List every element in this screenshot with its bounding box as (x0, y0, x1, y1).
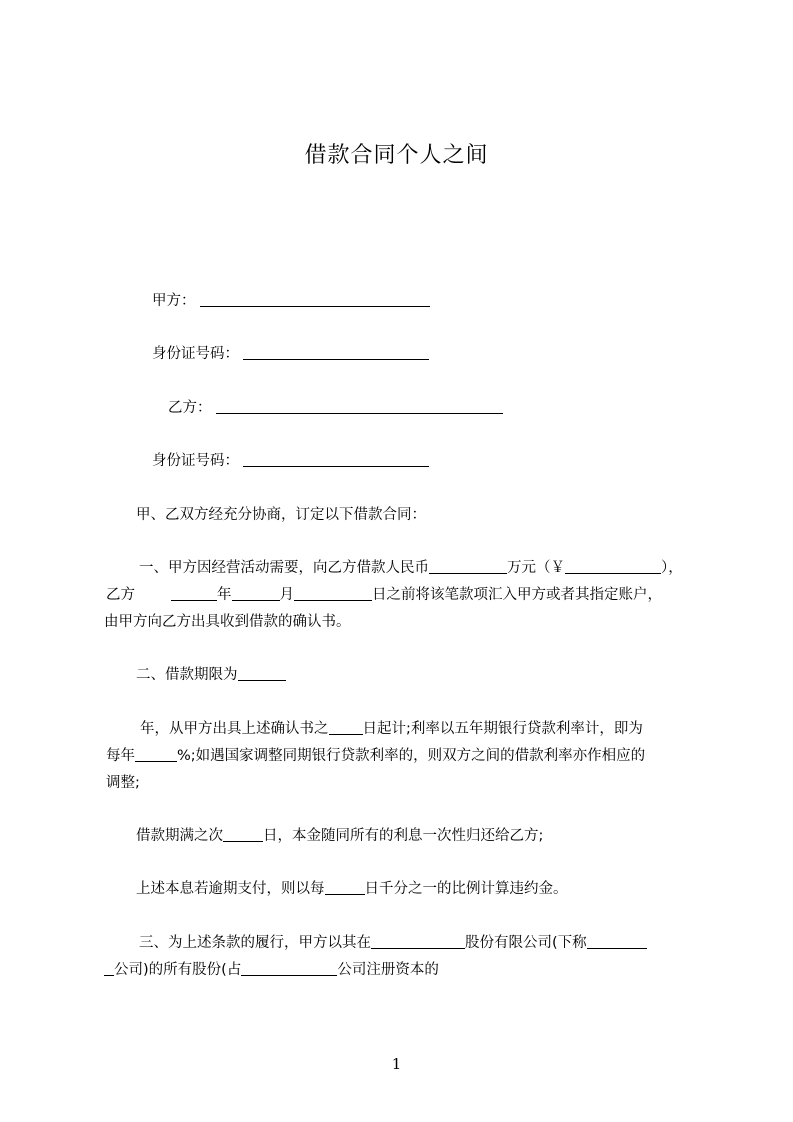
clause2-start-blank (329, 719, 363, 735)
clause1-text-d: 日之前将该笔款项汇入甲方或者其指定账户， (372, 587, 662, 603)
clause3-shortname-blank-cont (104, 960, 114, 976)
party-b-blank (216, 398, 503, 414)
intro-paragraph: 甲、乙双方经充分协商，订定以下借款合同： (136, 507, 426, 523)
party-a-id-label: 身份证号码： (152, 346, 239, 362)
clause1-amount-figure-blank (565, 558, 661, 574)
clause1-day-blank (294, 585, 372, 601)
clause1-text-c: ）， (661, 560, 683, 576)
clause2-due-text-b: 日，本金随同所有的利息一次性归还给乙方; (263, 828, 544, 844)
clause1-month-blank (232, 585, 280, 601)
party-a-id-blank (243, 344, 429, 360)
clause3-shortname-blank (587, 933, 647, 949)
clause2-text-b: 日起计;利率以五年期银行贷款利率计，即为 (362, 721, 643, 737)
clause3-text-a: 三、为上述条款的履行，甲方以其在 (139, 935, 371, 951)
party-a-blank (200, 291, 430, 307)
clause2-late-text-b: 日千分之一的比例计算违约金。 (364, 881, 568, 897)
party-b-id-label: 身份证号码： (152, 453, 239, 469)
clause2-text-d: %;如遇国家调整同期银行贷款利率的，则双方之间的借款利率亦作相应的 (177, 748, 646, 764)
clause3-company-blank (371, 933, 465, 949)
party-a-id-line (152, 343, 429, 365)
clause2-text-a: 年，从甲方出具上述确认书之 (140, 721, 329, 737)
clause2-late-blank (325, 879, 365, 895)
clause1-year-blank (171, 585, 217, 601)
party-b-line (168, 397, 503, 419)
clause3-text-b: 股份有限公司(下称 (465, 935, 587, 951)
clause2-lead-text: 二、借款期限为 (136, 667, 238, 683)
clause2-due-text-a: 借款期满之次 (136, 828, 223, 844)
clause2-late-line (136, 878, 568, 900)
clause2-due-line (136, 825, 543, 847)
document-title: 借款合同个人之间 (304, 143, 489, 168)
clause1-line1 (139, 557, 683, 579)
clause2-text-c: 每年 (106, 748, 135, 764)
clause2-term-blank (238, 665, 286, 681)
clause3-line2 (104, 959, 439, 981)
clause2-line3: 调整; (106, 775, 140, 791)
page-number: 1 (391, 1055, 402, 1073)
party-a-label: 甲方： (152, 293, 196, 309)
clause1-text-b: 万元（￥ (507, 560, 565, 576)
clause2-line1 (140, 718, 643, 740)
clause2-due-blank (223, 826, 263, 842)
clause1-text-a: 一、甲方因经营活动需要，向乙方借款人民币 (139, 560, 429, 576)
clause3-line1 (139, 932, 647, 954)
clause2-lead (136, 664, 286, 686)
party-b-id-line (152, 450, 429, 472)
clause1-amount-blank (429, 558, 507, 574)
party-a-line (152, 290, 430, 312)
party-b-id-blank (243, 451, 429, 467)
clause3-percent-blank (241, 960, 337, 976)
clause1-line2 (106, 584, 662, 606)
clause2-late-text-a: 上述本息若逾期支付，则以每 (136, 881, 325, 897)
clause1-year-label: 年 (217, 587, 232, 603)
clause1-month-label: 月 (279, 587, 294, 603)
clause1-line3: 由甲方向乙方出具收到借款的确认书。 (104, 614, 351, 630)
clause2-rate-blank (135, 746, 177, 762)
clause3-text-d: 公司注册资本的 (337, 962, 439, 978)
party-b-label: 乙方： (168, 400, 212, 416)
clause2-line2 (106, 745, 645, 767)
clause3-text-c: 公司)的所有股份(占 (114, 962, 242, 978)
clause1-party-b: 乙方 (106, 587, 135, 603)
